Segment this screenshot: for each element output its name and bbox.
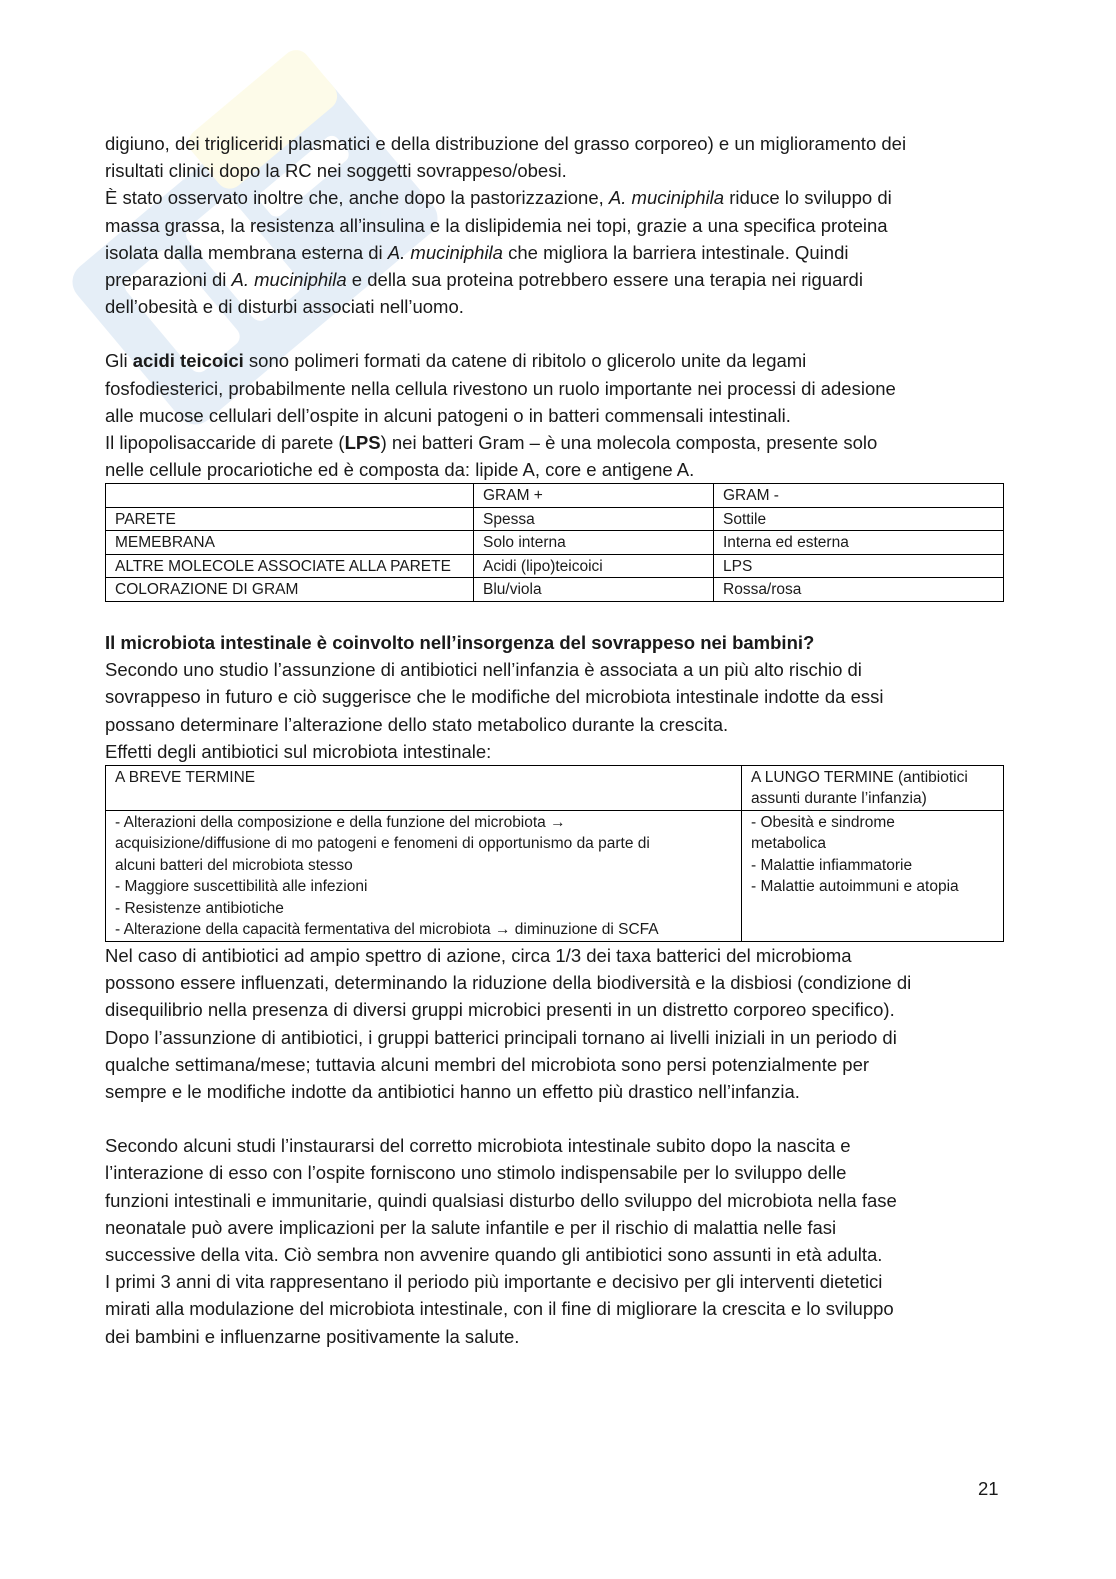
paragraph-akkermansia: È stato osservato inoltre che, anche dopo la pastorizzazione, A. muciniphila riduce lo sviluppo di massa grassa, la resistenza all’insulina e la dislipidemia nei topi, grazie a una specifica proteina isolata dalla membrana esterna di A. muciniphila che migliora la barriera intestinale. Quindi preparazioni di A. muciniphila e della sua proteina potrebbero essere una terapia nei riguardi dell’obesità e di disturbi associati nell’uomo.: [105, 187, 892, 318]
gram-comparison-table: [105, 483, 1004, 602]
table-row: MEMEBRANA Solo interna Interna ed esterna: [106, 531, 1004, 555]
table-header-row: A BREVE TERMINE A LUNGO TERMINE (antibiotici assunti durante l’infanzia): [106, 765, 1004, 810]
table-row: COLORAZIONE DI GRAM Blu/viola Rossa/rosa: [106, 578, 1004, 602]
antibiotic-effects-table: [105, 765, 1004, 942]
section-heading: Il microbiota intestinale è coinvolto nell’insorgenza del sovrappeso nei bambini?: [105, 631, 815, 653]
table-row: ALTRE MOLECOLE ASSOCIATE ALLA PARETE Acidi (lipo)teicoici LPS: [106, 554, 1004, 578]
table-row: - Alterazioni della composizione e della funzione del microbiota → acquisizione/diffusione di mo patogeni e fenomeni di opportunismo da parte di alcuni batteri del microbiota stesso - Maggiore suscettibilità alle infezioni - Resistenze antibiotiche - Alterazione della capacità fermentativa del microbiota → diminuzione di SCFA - Obesità e sindrome metabolica - Malattie infiammatorie - Malattie autoimmuni e atopia: [106, 810, 1004, 941]
paragraph-intro: digiuno, dei trigliceridi plasmatici e della distribuzione del grasso corporeo) e un miglioramento dei risultati clinici dopo la RC nei soggetti sovrappeso/obesi.: [105, 133, 907, 182]
paragraph-teichoic-acids: Gli acidi teicoici sono polimeri formati da catene di ribitolo o glicerolo unite da legami fosfodiesterici, probabilmente nella cellula rivestono un ruolo importante nei processi di adesione alle mucose cellulari dell’ospite in alcuni patogeni o in batteri commensali intestinali. Il lipopolisaccaride di parete (LPS) nei batteri Gram – è una molecola composta, presente solo nelle cellule procariotiche ed è composta da: lipide A, core e antigene A.: [105, 350, 896, 481]
table-row: PARETE Spessa Sottile: [106, 507, 1004, 531]
paragraph-antibiotics: Secondo uno studio l’assunzione di antibiotici nell’infanzia è associata a un più alto rischio di sovrappeso in futuro e ciò suggerisce che le modifiche del microbiota intestinale indotte da essi possano determinare l’alterazione dello stato metabolico durante la crescita. Effetti degli antibiotici sul microbiota intestinale:: [105, 659, 884, 762]
document-body: [105, 130, 1003, 1350]
paragraph-early-life: Secondo alcuni studi l’instaurarsi del corretto microbiota intestinale subito dopo la nascita e l’interazione di esso con l’ospite forniscono uno stimolo indispensabile per lo sviluppo delle funzioni intestinali e immunitarie, quindi qualsiasi disturbo dello sviluppo del microbiota nella fase neonatale può avere implicazioni per la salute infantile e per il rischio di malattia nelle fasi successive della vita. Ciò sembra non avvenire quando gli antibiotici sono assunti in età adulta. I primi 3 anni di vita rappresentano il periodo più importante e decisivo per gli interventi dietetici mirati alla modulazione del microbiota intestinale, con il fine di migliorare la crescita e lo sviluppo dei bambini e influenzarne positivamente la salute.: [105, 1135, 897, 1347]
page-number: 21: [978, 1478, 999, 1499]
paragraph-broad-spectrum: Nel caso di antibiotici ad ampio spettro di azione, circa 1/3 dei taxa batterici del microbioma possono essere influenzati, determinando la riduzione della biodiversità e la disbiosi (condizione di disequilibrio nella presenza di diversi gruppi microbici presenti in un distretto corporeo specifico). Dopo l’assunzione di antibiotici, i gruppi batterici principali tornano ai livelli iniziali in un periodo di qualche settimana/mese; tuttavia alcuni membri del microbiota sono persi potenzialmente per sempre e le modifiche indotte da antibiotici hanno un effetto più drastico nell’infanzia.: [105, 944, 912, 1102]
table-header-row: GRAM + GRAM -: [106, 484, 1004, 508]
